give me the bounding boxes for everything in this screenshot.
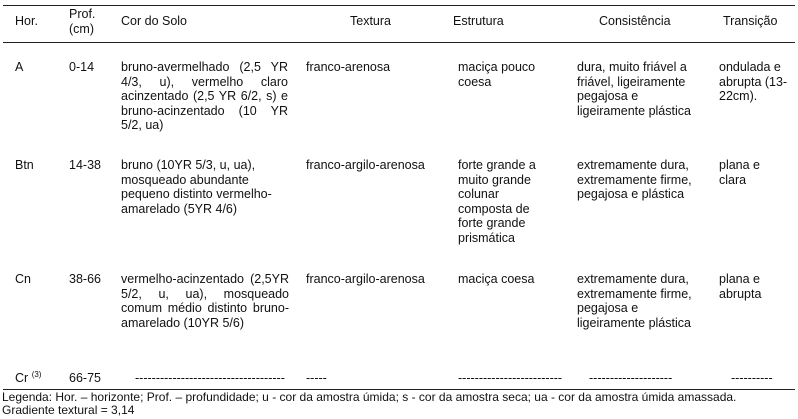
footnote-marker: (3) [31,370,42,379]
row-cor: vermelho-acinzentado (2,5YR 5/2, u, ua), mosqueado comum médio distinto bruno-amarelado (10YR 5/6) [121,272,289,330]
row-transicao: plana e abrupta [719,272,762,301]
header-hor: Hor. [15,14,38,28]
row-hor: Cn [15,272,31,286]
row-estrutura: ------------------------- [458,371,563,385]
row-prof: 0-14 [69,60,95,74]
row-prof: 66-75 [69,371,101,385]
row-consistencia: extremamente dura, extremamente firme, pegajosa e ligeiramente plástica [577,272,692,330]
legend-line-1: Legenda: Hor. – horizonte; Prof. – profundidade; u - cor da amostra úmida; s - cor da amostra seca; ua - cor da amostra úmida amassada. [2,390,737,404]
row-prof: 14-38 [69,158,101,172]
header-cor: Cor do Solo [121,14,188,28]
row-cor: ------------------------------------ [135,371,285,385]
header-textura: Textura [350,14,391,28]
row-hor-label: Cr [15,371,29,385]
row-transicao: ondulada e abrupta (13-22cm). [719,60,788,103]
legend-line-2: Gradiente textural = 3,14 [2,403,135,417]
header-prof-line1: Prof. [69,7,96,21]
top-rule [3,5,795,6]
header-transicao: Transição [723,14,778,28]
row-textura: franco-argilo-arenosa [306,158,425,172]
row-textura: franco-arenosa [306,60,391,74]
row-cor: bruno-avermelhado (2,5 YR 4/3, u), vermelho claro acinzentado (2,5 YR 6/2, s) e bruno-acinzentado (10 YR 5/2, ua) [121,60,288,132]
header-consistencia: Consistência [599,14,671,28]
row-textura: franco-argilo-arenosa [306,272,425,286]
row-textura: ----- [306,371,327,385]
row-estrutura: maciça coesa [458,272,535,286]
row-consistencia: -------------------- [589,371,673,385]
header-rule [3,42,795,43]
row-transicao: ---------- [731,371,773,385]
row-hor [15,371,41,386]
row-hor: A [15,60,24,74]
row-consistencia: dura, muito friável a friável, ligeiramente pegajosa e ligeiramente plástica [577,60,691,118]
header-estrutura: Estrutura [453,14,504,28]
row-cor: bruno (10YR 5/3, u, ua), mosqueado abundante pequeno distinto vermelho-amarelado (5YR 4/6) [121,158,272,216]
row-transicao: plana e clara [719,158,761,187]
row-estrutura: forte grande a muito grande colunar composta de forte grande prismática [458,158,536,245]
header-prof [69,7,95,36]
row-hor: Btn [15,158,34,172]
row-estrutura: maciça pouco coesa [458,60,536,89]
header-prof-line2: (cm) [69,21,94,36]
row-prof: 38-66 [69,272,101,286]
row-consistencia: extremamente dura, extremamente firme, pegajosa e plástica [577,158,692,201]
